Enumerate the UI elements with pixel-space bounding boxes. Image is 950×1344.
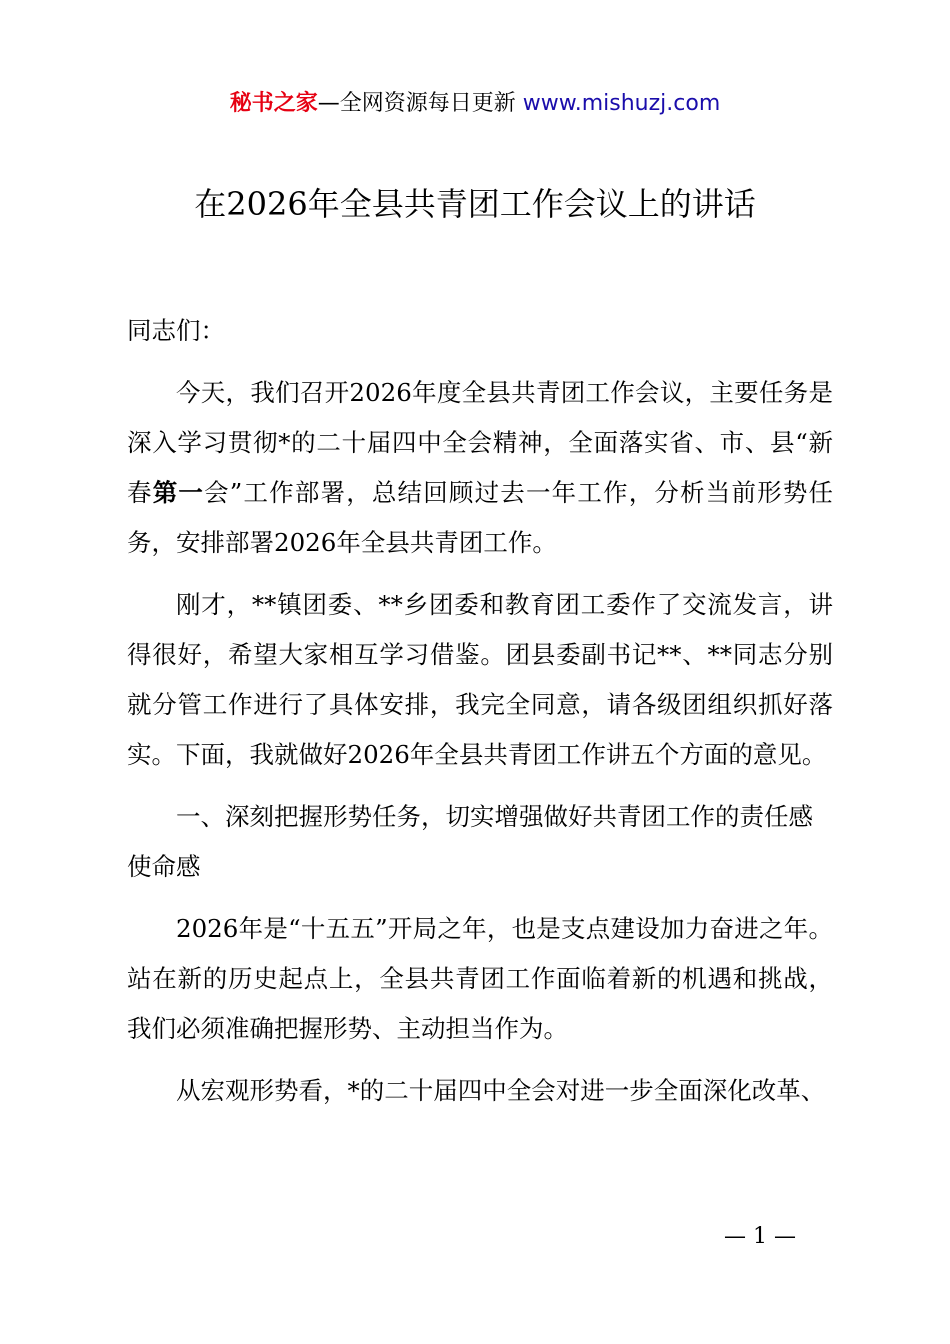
document-title: 在2026年全县共青团工作会议上的讲话: [194, 185, 756, 223]
section-heading-1: 一、深刻把握形势任务，切实增强做好共青团工作的责任感使命感: [127, 802, 813, 881]
salutation: 同志们：: [127, 316, 225, 345]
paragraph-1-part-b: 会”工作部署，总结回顾过去一年工作，分析当前形势任务，安排部署2026年全县共青团工作。: [127, 478, 834, 557]
page-number: — 1 —: [724, 1224, 796, 1249]
paragraph-3: 2026年是“十五五”开局之年，也是支点建设加力奋进之年。站在新的历史起点上，全县共青团工作面临着新的机遇和挑战，我们必须准确把握形势、主动担当作为。: [127, 914, 833, 1043]
paragraph-1-part-a: 今天，我们召开2026年度全县共青团工作会议，主要任务是深入学习贯彻*的二十届四中全会精神，全面落实省、市、县“新春: [127, 378, 833, 507]
document-body: [127, 306, 833, 1128]
brand-name: 秘书之家: [229, 91, 318, 116]
paragraph-4: 从宏观形势看，*的二十届四中全会对进一步全面深化改革、: [176, 1076, 826, 1105]
paragraph-2: 刚才，**镇团委、**乡团委和教育团工委作了交流发言，讲得很好，希望大家相互学习借鉴。团县委副书记**、**同志分别就分管工作进行了具体安排，我完全同意，请各级团组织抓好落实。下面，我就做好2026年全县共青团工作讲五个方面的意见。: [127, 590, 833, 769]
site-header: [0, 88, 950, 120]
slogan-text: —全网资源每日更新: [317, 91, 523, 116]
paragraph-1-bold: 第一: [152, 478, 205, 507]
site-url-link[interactable]: www.mishuzj.com: [522, 91, 721, 116]
paragraph-1: [127, 368, 833, 568]
